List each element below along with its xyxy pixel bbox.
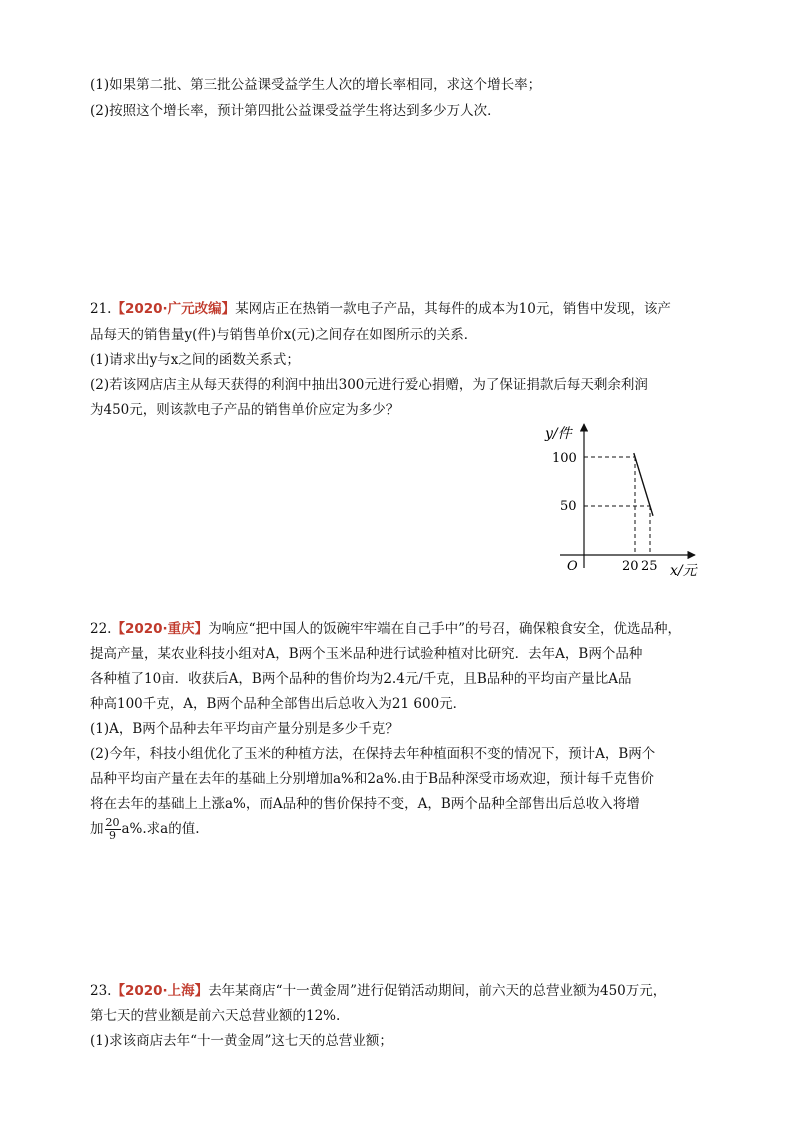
q22-text1: 为响应“把中国人的饭碗牢牢端在自己手中”的号召，确保粮食安全，优选品种， [208,621,681,637]
q21-number: 21. [90,301,112,317]
q22-line3: 各种植了10亩．收获后A，B两个品种的售价均为2.4元/千克，且B品种的平均亩产量比A品 [90,671,632,687]
q22-line2: 提高产量，某农业科技小组对A，B两个玉米品种进行试验种植对比研究．去年A，B两个品种 [90,646,643,662]
q22-part2b: 品种平均亩产量在去年的基础上分别增加a%和2a%.由于B品种深受市场欢迎，预计每千克售价 [90,771,655,787]
x-axis-label: x/元 [670,563,697,579]
q20-part2: (2)按照这个增长率，预计第四批公益课受益学生将达到多少万人次． [90,103,501,119]
q22-line4: 种高100千克，A，B两个品种全部售出后总收入为21 600元． [90,696,467,712]
q22-part2d [90,814,200,844]
q21-line2: 品每天的销售量y(件)与销售单价x(元)之间存在如图所示的关系． [90,327,478,343]
q23-part1: (1)求该商店去年“十一黄金周”这七天的总营业额； [90,1033,393,1049]
x-tick-label-25: 25 [641,559,658,574]
fraction-denominator: 9 [109,829,116,842]
q21-part1: (1)请求出y与x之间的函数关系式； [90,352,300,368]
q23-source-tag: 【2020·上海】 [111,983,209,999]
y-axis-label: y/件 [545,426,572,442]
q21-line1 [90,298,671,320]
fraction-numerator: 20 [105,816,120,829]
q22-number: 22. [90,621,112,637]
fraction-20-9 [105,817,121,842]
q22-part2a: (2)今年，科技小组优化了玉米的种植方法，在保持去年种植面积不变的情况下，预计A，B两个 [90,746,656,762]
q22-source-tag: 【2020·重庆】 [111,621,209,637]
q21-part2a: (2)若该网店店主从每天获得的利润中抽出300元进行爱心捐赠，为了保证捐款后每天剩余利润 [90,377,648,393]
function-graph [530,418,710,583]
q22-part1: (1)A，B两个品种去年平均亩产量分别是多少千克？ [90,721,399,737]
q22-part2d-pre: 加 [90,821,104,837]
q23-line1 [90,980,666,1002]
q22-part2c: 将在去年的基础上上涨a%，而A品种的售价保持不变，A，B两个品种全部售出后总收入将增 [90,796,640,812]
q21-part2b: 为450元，则该款电子产品的销售单价应定为多少？ [90,402,400,418]
y-tick-label-100: 100 [552,451,577,466]
q23-line2: 第七天的营业额是前六天总营业额的12%. [90,1008,341,1024]
q21-source-tag: 【2020·广元改编】 [111,301,236,317]
origin-label: O [567,559,578,574]
q22-part2d-post: a%.求a的值. [121,821,200,837]
y-tick-label-50: 50 [560,499,577,514]
q20-part1: (1)如果第二批、第三批公益课受益学生人次的增长率相同，求这个增长率； [90,77,542,93]
q23-number: 23. [90,983,112,999]
q23-text1: 去年某商店“十一黄金周”进行促销活动期间，前六天的总营业额为450万元， [208,983,667,999]
q21-text1: 某网店正在热销一款电子产品，其每件的成本为10元，销售中发现，该产 [235,301,671,317]
q22-line1 [90,618,681,640]
x-tick-label-20: 20 [622,559,639,574]
